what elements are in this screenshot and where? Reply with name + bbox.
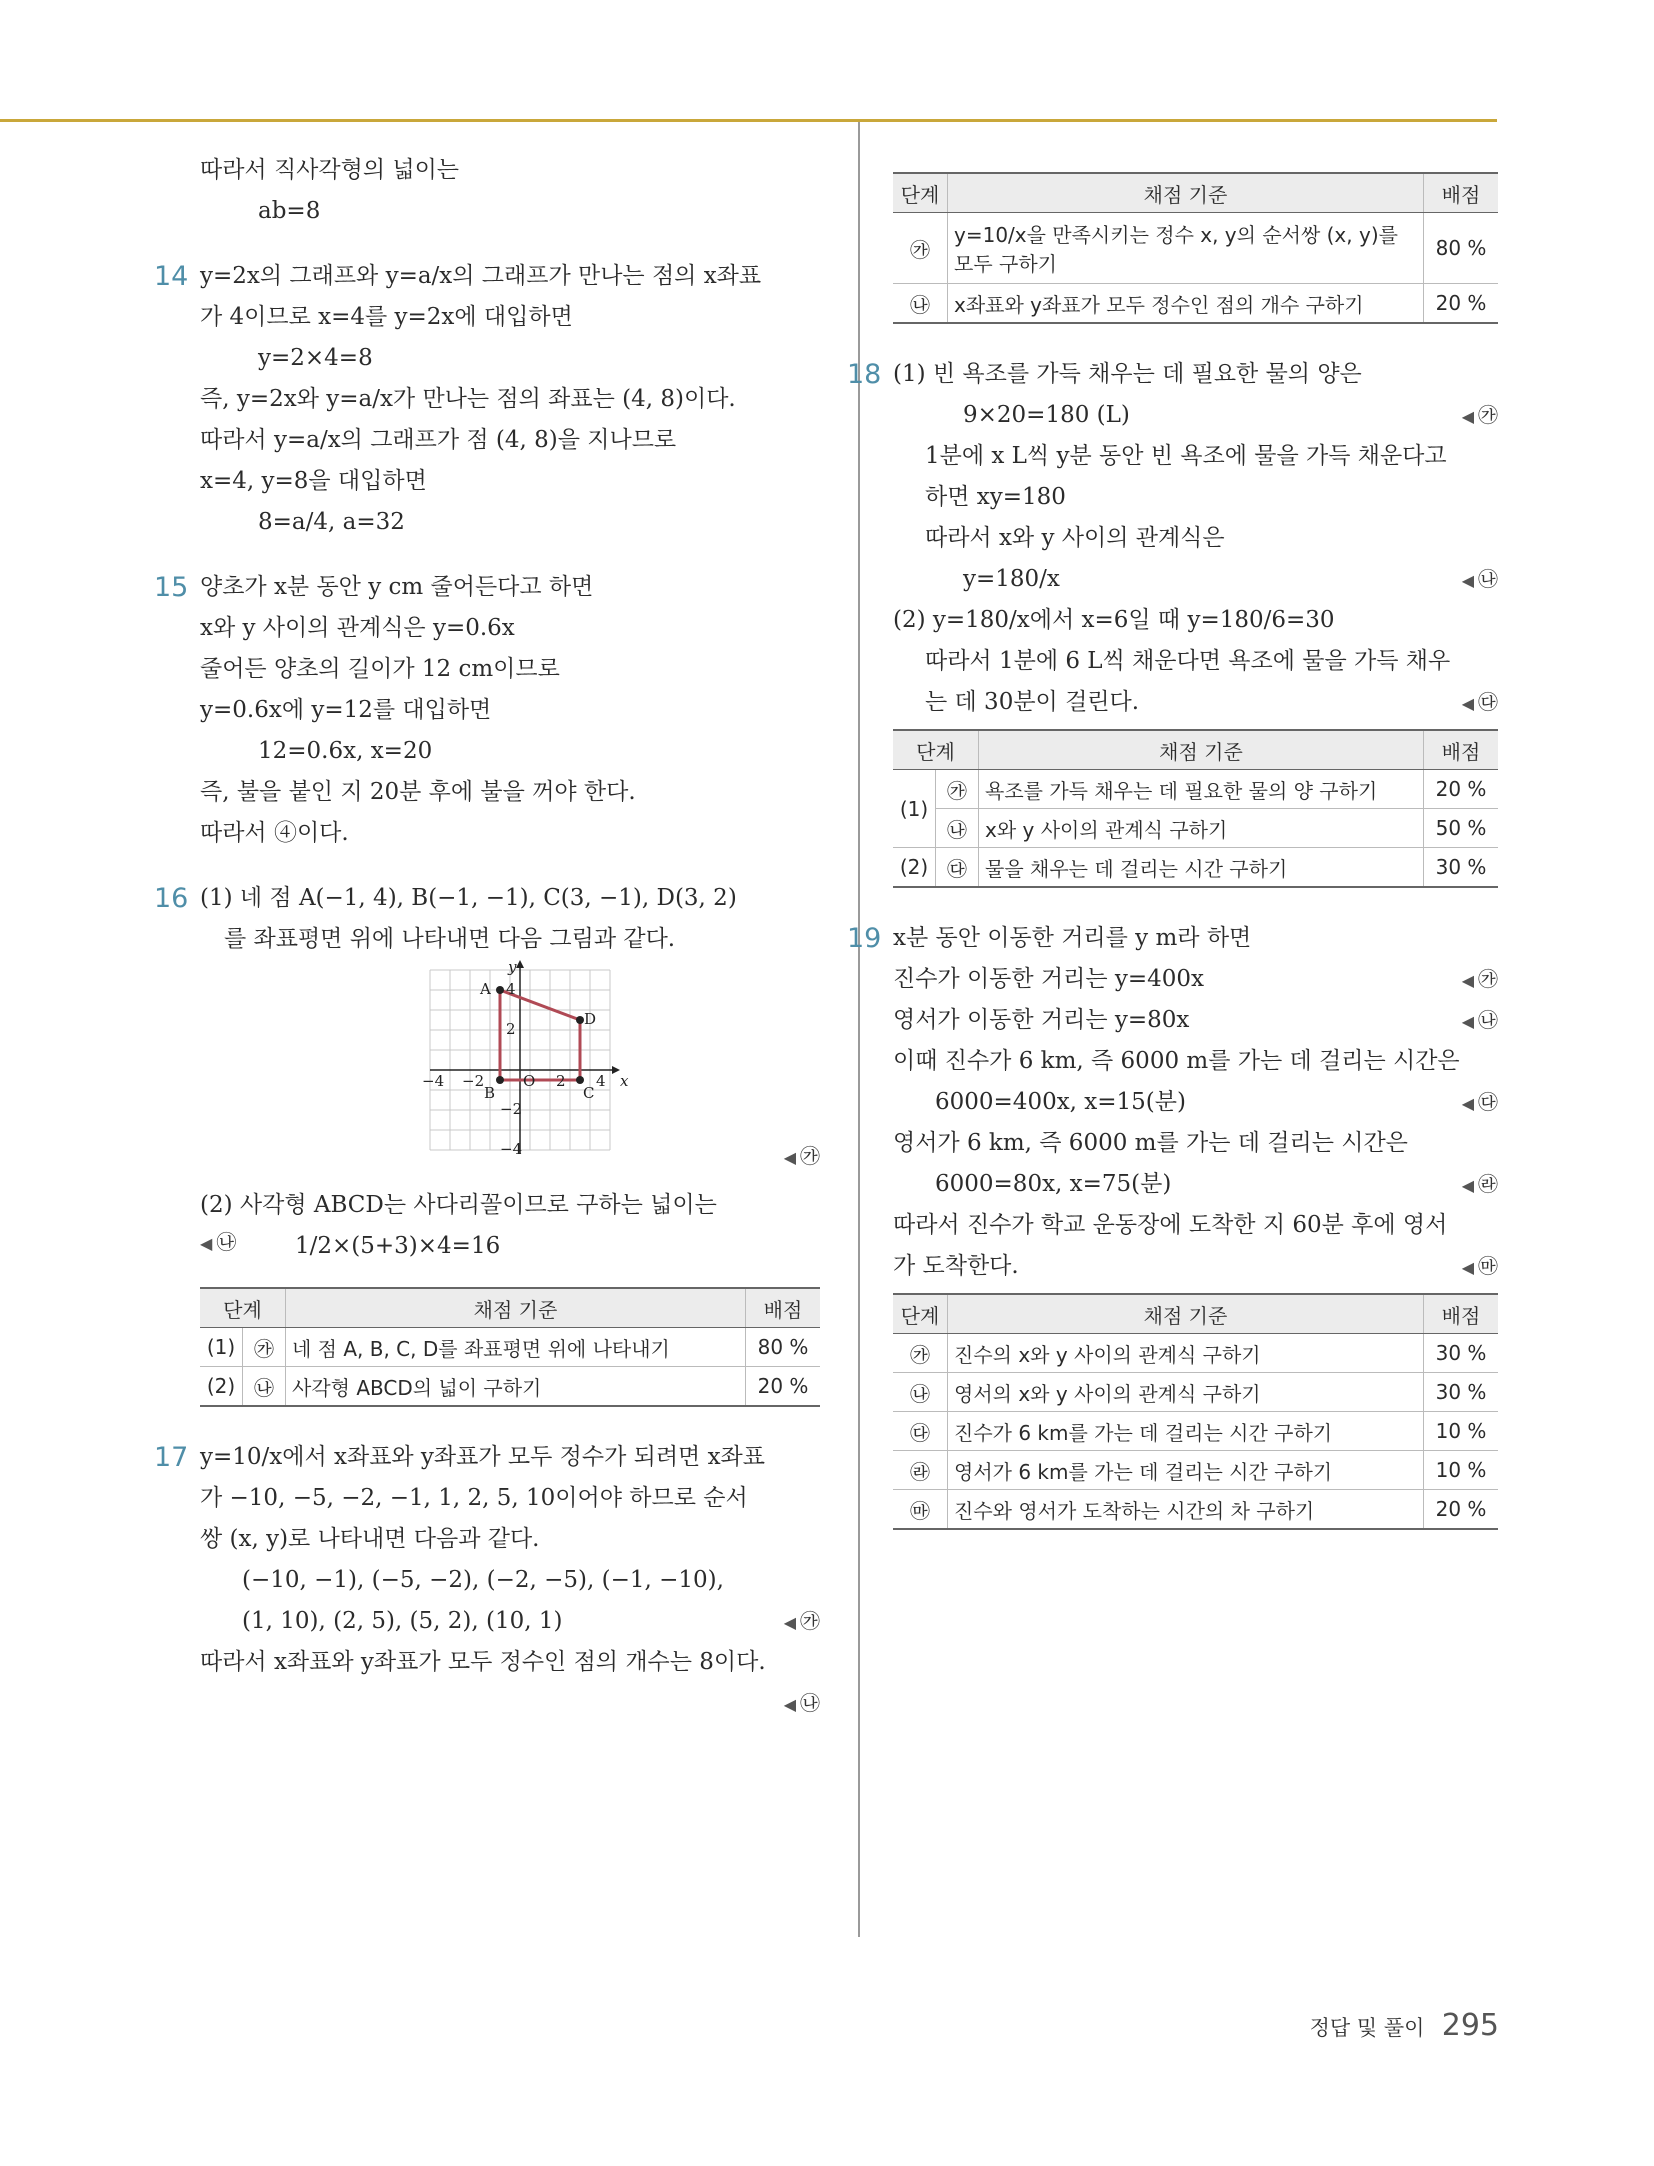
problem-number: 16 (154, 883, 189, 914)
label-D: D (584, 1010, 597, 1028)
table-row: (1) ㉮ 욕조를 가득 채우는 데 필요한 물의 양 구하기 20 % (893, 770, 1498, 809)
th-step: 단계 (893, 730, 979, 770)
p19-line: 영서가 이동한 거리는 y=80x (893, 1007, 1190, 1033)
tick-x-neg4: −4 (422, 1072, 445, 1090)
table-row: ㉲ 진수와 영서가 도착하는 시간의 차 구하기 20 % (893, 1490, 1498, 1530)
problem-19 (847, 918, 1498, 1530)
p19-line: 따라서 진수가 학교 운동장에 도착한 지 60분 후에 영서 (893, 1212, 1448, 1238)
problem-17 (154, 1437, 820, 1724)
table-row: ㉯ x와 y 사이의 관계식 구하기 50 % (893, 809, 1498, 848)
problem-number: 15 (154, 572, 189, 603)
step-mark: ◀ ㉱ (1461, 1172, 1498, 1196)
header-rule (0, 119, 1497, 122)
axis-label-x: x (620, 1072, 629, 1090)
p19-line: x분 동안 이동한 거리를 y m라 하면 (893, 925, 1252, 951)
th-points: 배점 (1424, 730, 1499, 770)
scoring-table-19 (893, 1293, 1498, 1530)
p19-line: 6000=80x, x=75(분) (935, 1171, 1172, 1197)
step-mark: ◀ ㉯ (1461, 567, 1498, 591)
table-row: (2) ㉯ 사각형 ABCD의 넓이 구하기 20 % (200, 1367, 820, 1407)
p19-line: 영서가 6 km, 즉 6000 m를 가는 데 걸리는 시간은 (893, 1130, 1408, 1156)
table-row: ㉮ y=10/x을 만족시키는 정수 x, y의 순서쌍 (x, y)를 모두 구하기 80 % (893, 213, 1498, 284)
scoring-table-16 (200, 1287, 820, 1407)
problem-16: 16 (1) 네 점 A(−1, 4), B(−1, −1), C(3, −1), D(3, 2) 를 좌표평면 위에 나타내면 다음 그림과 같다. A B C D O −4 −2 2 4 2 4 −2 −4 x y ◀ ㉮ (2) 사각형 ABCD는 사다리꼴이므로 구하는 넓이는 1/2×(5+3)×4=16 ◀ ㉯ 단계 채점 기준 배점 (1) ㉮ 네 점 A, B, C, D를 좌표평면 위에 나타내기 80 % (2) ㉯ 사각형 ABCD의 넓이 구하기 20 % (200, 878, 820, 1407)
p14-line: x=4, y=8을 대입하면 (200, 468, 427, 494)
p15-line: 즉, 불을 붙인 지 20분 후에 불을 꺼야 한다. (200, 779, 636, 805)
th-step: 단계 (893, 173, 948, 213)
scoring-table-17 (893, 172, 1498, 324)
th-criteria: 채점 기준 (286, 1288, 746, 1328)
table-row: ㉯ 영서의 x와 y 사이의 관계식 구하기 30 % (893, 1373, 1498, 1412)
tick-y-4: 4 (506, 980, 516, 998)
th-criteria: 채점 기준 (948, 1294, 1424, 1334)
tick-y-2: 2 (506, 1020, 516, 1038)
th-criteria: 채점 기준 (948, 173, 1424, 213)
p18-line: 따라서 x와 y 사이의 관계식은 (925, 525, 1225, 551)
p15-line: 따라서 ④이다. (200, 820, 349, 846)
intro-line-1: 따라서 직사각형의 넓이는 (200, 157, 460, 183)
problem-number: 19 (847, 923, 882, 954)
page-number: 295 (1441, 2008, 1499, 2043)
step-mark: ◀ ㉰ (1461, 1090, 1498, 1114)
label-C: C (583, 1084, 595, 1102)
problem-number: 14 (154, 261, 189, 292)
p18-line: 하면 xy=180 (925, 484, 1066, 510)
th-step: 단계 (893, 1294, 948, 1334)
right-column (847, 172, 1498, 1536)
intro-line-2: ab=8 (258, 198, 321, 224)
p14-line: 가 4이므로 x=4를 y=2x에 대입하면 (200, 304, 573, 330)
p16-line: (1) 네 점 A(−1, 4), B(−1, −1), C(3, −1), D(3, 2) (200, 885, 737, 911)
p17-line: 따라서 x좌표와 y좌표가 모두 정수인 점의 개수는 8이다. (200, 1649, 766, 1675)
p15-line: 줄어든 양초의 길이가 12 cm이므로 (200, 656, 560, 682)
p14-line: y=2x의 그래프와 y=a/x의 그래프가 만나는 점의 x좌표 (200, 263, 762, 289)
p18-line: 는 데 30분이 걸린다. (925, 689, 1140, 715)
point-D (576, 1016, 584, 1024)
p15-line: 양초가 x분 동안 y cm 줄어든다고 하면 (200, 574, 594, 600)
footer-title: 정답 및 풀이 (1309, 2016, 1425, 2040)
p18-line: 1분에 x L씩 y분 동안 빈 욕조에 물을 가득 채운다고 (925, 443, 1447, 469)
point-C (576, 1076, 584, 1084)
table-row: ㉰ 진수가 6 km를 가는 데 걸리는 시간 구하기 10 % (893, 1412, 1498, 1451)
p18-line: 따라서 1분에 6 L씩 채운다면 욕조에 물을 가득 채우 (925, 648, 1451, 674)
step-mark: ◀ ㉲ (1461, 1254, 1498, 1278)
p19-line: 가 도착한다. (893, 1253, 1019, 1279)
p14-line: 8=a/4, a=32 (258, 509, 405, 535)
page-footer (1310, 2008, 1499, 2043)
point-B (496, 1076, 504, 1084)
point-A (496, 986, 504, 994)
p17-line: 가 −10, −5, −2, −1, 1, 2, 5, 10이어야 하므로 순서 (200, 1485, 748, 1511)
table-row: (1) ㉮ 네 점 A, B, C, D를 좌표평면 위에 나타내기 80 % (200, 1328, 820, 1367)
p19-line: 6000=400x, x=15(분) (935, 1089, 1186, 1115)
graph-area (200, 960, 820, 1185)
step-mark: ◀ ㉯ (783, 1691, 820, 1715)
table-row: ㉱ 영서가 6 km를 가는 데 걸리는 시간 구하기 10 % (893, 1451, 1498, 1490)
problem-15 (154, 567, 820, 854)
step-mark: ◀ ㉰ (1461, 690, 1498, 714)
step-mark: ◀ ㉮ (1461, 967, 1498, 991)
p17-line: 쌍 (x, y)로 나타내면 다음과 같다. (200, 1526, 540, 1552)
p17-line: y=10/x에서 x좌표와 y좌표가 모두 정수가 되려면 x좌표 (200, 1444, 765, 1470)
p18-line: y=180/x (963, 566, 1060, 592)
p16-line: (2) 사각형 ABCD는 사다리꼴이므로 구하는 넓이는 (200, 1192, 717, 1218)
axis-label-y: y (508, 960, 517, 976)
tick-x-neg2: −2 (462, 1072, 485, 1090)
problem-14 (154, 256, 820, 543)
problem-number: 17 (154, 1442, 189, 1473)
p18-line: 9×20=180 (L) (963, 402, 1130, 428)
p15-line: 12=0.6x, x=20 (258, 738, 433, 764)
step-mark: ◀ ㉮ (1461, 403, 1498, 427)
problem-18 (847, 354, 1498, 888)
th-points: 배점 (746, 1288, 821, 1328)
p14-line: 따라서 y=a/x의 그래프가 점 (4, 8)을 지나므로 (200, 427, 677, 453)
th-criteria: 채점 기준 (979, 730, 1424, 770)
label-A: A (480, 980, 491, 998)
p16-line: 1/2×(5+3)×4=16 (295, 1233, 501, 1259)
scoring-table-18 (893, 729, 1498, 888)
tick-x-4: 4 (596, 1072, 606, 1090)
step-mark: ◀ ㉮ (783, 1609, 820, 1633)
tick-y-neg2: −2 (500, 1100, 523, 1118)
p14-line: y=2×4=8 (258, 345, 373, 371)
left-column (154, 150, 820, 1724)
label-O: O (523, 1072, 536, 1090)
p16-line: 를 좌표평면 위에 나타내면 다음 그림과 같다. (224, 926, 676, 952)
tick-x-2: 2 (556, 1072, 566, 1090)
th-points: 배점 (1424, 173, 1499, 213)
th-points: 배점 (1424, 1294, 1499, 1334)
table-row: (2) ㉰ 물을 채우는 데 걸리는 시간 구하기 30 % (893, 848, 1498, 888)
label-B: B (484, 1084, 496, 1102)
p19-line: 진수가 이동한 거리는 y=400x (893, 966, 1205, 992)
p15-line: y=0.6x에 y=12를 대입하면 (200, 697, 492, 723)
coordinate-graph (410, 960, 650, 1185)
p19-line: 이때 진수가 6 km, 즉 6000 m를 가는 데 걸리는 시간은 (893, 1048, 1460, 1074)
table-row: ㉮ 진수의 x와 y 사이의 관계식 구하기 30 % (893, 1334, 1498, 1373)
p17-line: (−10, −1), (−5, −2), (−2, −5), (−1, −10), (242, 1567, 724, 1593)
p17-line: (1, 10), (2, 5), (5, 2), (10, 1) (242, 1608, 563, 1634)
table-row: ㉯ x좌표와 y좌표가 모두 정수인 점의 개수 구하기 20 % (893, 284, 1498, 324)
tick-y-neg4: −4 (500, 1140, 523, 1158)
p18-line: (2) y=180/x에서 x=6일 때 y=180/6=30 (893, 607, 1335, 633)
step-mark: ◀ ㉯ (1461, 1008, 1498, 1032)
th-step: 단계 (200, 1288, 286, 1328)
step-mark: ◀ ㉮ (783, 1144, 820, 1168)
p14-line: 즉, y=2x와 y=a/x가 만나는 점의 좌표는 (4, 8)이다. (200, 386, 736, 412)
p15-line: x와 y 사이의 관계식은 y=0.6x (200, 615, 515, 641)
p18-line: (1) 빈 욕조를 가득 채우는 데 필요한 물의 양은 (893, 361, 1362, 387)
problem-number: 18 (847, 359, 882, 390)
